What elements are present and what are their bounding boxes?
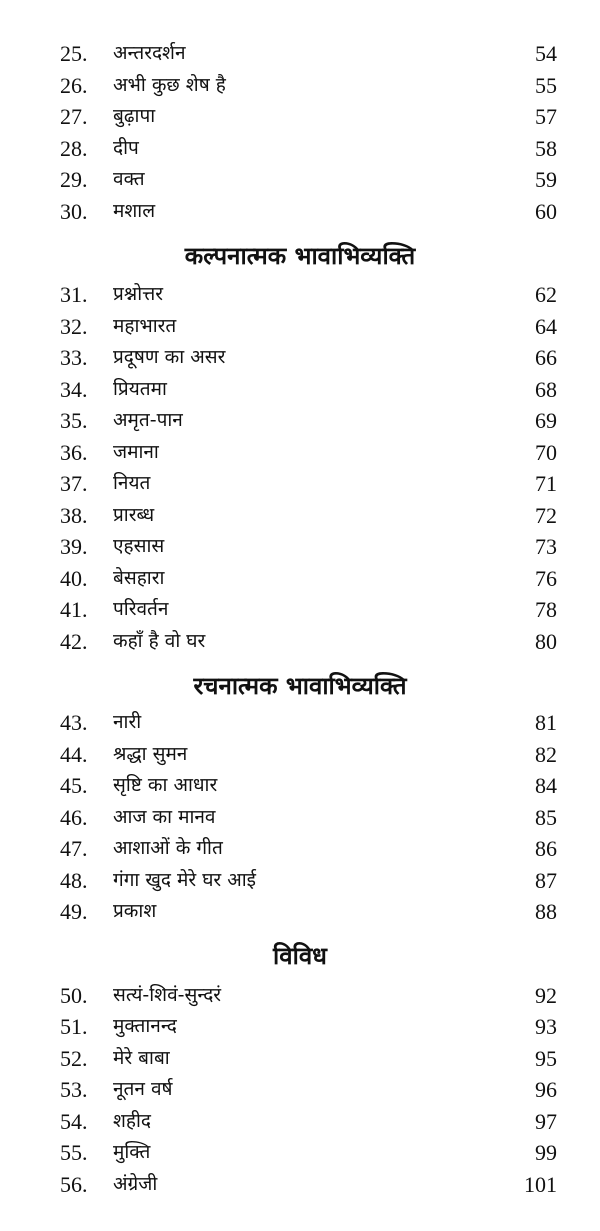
entry-page: 99 bbox=[535, 1140, 557, 1165]
entry-number: 29. bbox=[60, 167, 88, 192]
toc-entry[interactable] bbox=[0, 865, 600, 896]
toc-entry[interactable] bbox=[0, 833, 600, 864]
entry-title: अंग्रेजी bbox=[113, 1173, 158, 1195]
entry-number: 27. bbox=[60, 104, 88, 129]
entry-page: 70 bbox=[535, 440, 557, 465]
toc-entry[interactable] bbox=[0, 279, 600, 310]
entry-number: 31. bbox=[60, 282, 88, 307]
entry-page: 80 bbox=[535, 629, 557, 654]
toc-entry[interactable] bbox=[0, 1137, 600, 1168]
entry-page: 93 bbox=[535, 1014, 557, 1039]
toc-entry[interactable] bbox=[0, 342, 600, 373]
toc-entry[interactable] bbox=[0, 405, 600, 436]
entry-title: परिवर्तन bbox=[113, 598, 169, 620]
entry-title: आशाओं के गीत bbox=[113, 837, 223, 859]
toc-entry[interactable] bbox=[0, 70, 600, 101]
entry-title: जमाना bbox=[113, 441, 159, 463]
entry-title: बेसहारा bbox=[113, 567, 165, 589]
toc-entry[interactable] bbox=[0, 500, 600, 531]
entry-title: सत्यं-शिवं-सुन्दरं bbox=[113, 984, 222, 1006]
entry-page: 84 bbox=[535, 773, 557, 798]
entry-title: कहाँ है वो घर bbox=[113, 630, 206, 652]
entry-page: 71 bbox=[535, 471, 557, 496]
entry-number: 30. bbox=[60, 199, 88, 224]
entry-page: 64 bbox=[535, 314, 557, 339]
toc-entry[interactable] bbox=[0, 1011, 600, 1042]
entry-number: 53. bbox=[60, 1077, 88, 1102]
entry-number: 55. bbox=[60, 1140, 88, 1165]
section-heading: कल्पनात्मक भावाभिव्यक्ति bbox=[184, 242, 416, 270]
entry-page: 87 bbox=[535, 868, 557, 893]
toc-entry[interactable] bbox=[0, 563, 600, 594]
entry-page: 62 bbox=[535, 282, 557, 307]
toc-entry[interactable] bbox=[0, 594, 600, 625]
entry-title: अमृत-पान bbox=[113, 409, 183, 431]
toc-entry[interactable] bbox=[0, 1106, 600, 1137]
entry-number: 45. bbox=[60, 773, 88, 798]
entry-number: 41. bbox=[60, 597, 88, 622]
entry-number: 37. bbox=[60, 471, 88, 496]
entry-page: 92 bbox=[535, 983, 557, 1008]
entry-page: 72 bbox=[535, 503, 557, 528]
entry-title: प्रारब्ध bbox=[113, 504, 155, 526]
entry-title: नियत bbox=[113, 472, 151, 494]
entry-number: 28. bbox=[60, 136, 88, 161]
entry-number: 43. bbox=[60, 710, 88, 735]
entry-number: 34. bbox=[60, 377, 88, 402]
toc-entry[interactable] bbox=[0, 626, 600, 657]
toc-entry[interactable] bbox=[0, 707, 600, 738]
entry-title: अभी कुछ शेष है bbox=[113, 74, 226, 96]
toc-entry[interactable] bbox=[0, 164, 600, 195]
entry-number: 40. bbox=[60, 566, 88, 591]
toc-entry[interactable] bbox=[0, 311, 600, 342]
entry-page: 76 bbox=[535, 566, 557, 591]
entry-number: 50. bbox=[60, 983, 88, 1008]
entry-number: 35. bbox=[60, 408, 88, 433]
entry-title: नारी bbox=[113, 711, 142, 733]
entry-page: 54 bbox=[535, 41, 557, 66]
entry-number: 36. bbox=[60, 440, 88, 465]
toc-entry[interactable] bbox=[0, 133, 600, 164]
toc-entry[interactable] bbox=[0, 531, 600, 562]
entry-number: 42. bbox=[60, 629, 88, 654]
entry-number: 33. bbox=[60, 345, 88, 370]
toc-entry[interactable] bbox=[0, 739, 600, 770]
entry-page: 59 bbox=[535, 167, 557, 192]
entry-number: 48. bbox=[60, 868, 88, 893]
toc-entry[interactable] bbox=[0, 468, 600, 499]
entry-page: 95 bbox=[535, 1046, 557, 1071]
toc-entry[interactable] bbox=[0, 1043, 600, 1074]
entry-page: 57 bbox=[535, 104, 557, 129]
toc-entry[interactable] bbox=[0, 770, 600, 801]
entry-page: 60 bbox=[535, 199, 557, 224]
entry-number: 38. bbox=[60, 503, 88, 528]
section-heading: विविध bbox=[273, 942, 327, 970]
entry-number: 51. bbox=[60, 1014, 88, 1039]
entry-page: 86 bbox=[535, 836, 557, 861]
entry-title: शहीद bbox=[113, 1110, 152, 1132]
entry-page: 69 bbox=[535, 408, 557, 433]
entry-page: 101 bbox=[524, 1172, 557, 1197]
entry-title: मुक्तानन्द bbox=[113, 1015, 177, 1037]
entry-title: प्रदूषण का असर bbox=[113, 346, 226, 368]
entry-page: 66 bbox=[535, 345, 557, 370]
toc-entry[interactable] bbox=[0, 1169, 600, 1200]
entry-page: 73 bbox=[535, 534, 557, 559]
toc-entry[interactable] bbox=[0, 1074, 600, 1105]
section-heading: रचनात्मक भावाभिव्यक्ति bbox=[193, 672, 407, 700]
entry-title: मशाल bbox=[113, 200, 156, 222]
entry-title: अन्तरदर्शन bbox=[113, 42, 186, 64]
entry-number: 56. bbox=[60, 1172, 88, 1197]
entry-title: मुक्ति bbox=[113, 1141, 151, 1163]
entry-number: 32. bbox=[60, 314, 88, 339]
entry-page: 55 bbox=[535, 73, 557, 98]
toc-entry[interactable] bbox=[0, 374, 600, 405]
entry-number: 26. bbox=[60, 73, 88, 98]
entry-title: बुढ़ापा bbox=[113, 105, 156, 127]
entry-title: प्रश्नोत्तर bbox=[113, 283, 164, 305]
entry-page: 81 bbox=[535, 710, 557, 735]
toc-entry[interactable] bbox=[0, 101, 600, 132]
toc-entry[interactable] bbox=[0, 980, 600, 1011]
entry-title: प्रकाश bbox=[113, 900, 157, 922]
entry-number: 46. bbox=[60, 805, 88, 830]
entry-number: 25. bbox=[60, 41, 88, 66]
entry-page: 88 bbox=[535, 899, 557, 924]
entry-page: 96 bbox=[535, 1077, 557, 1102]
entry-title: आज का मानव bbox=[113, 806, 216, 828]
entry-title: नूतन वर्ष bbox=[113, 1078, 173, 1100]
entry-number: 47. bbox=[60, 836, 88, 861]
entry-page: 85 bbox=[535, 805, 557, 830]
entry-title: दीप bbox=[113, 137, 139, 159]
entry-number: 54. bbox=[60, 1109, 88, 1134]
entry-title: सृष्टि का आधार bbox=[113, 774, 218, 796]
entry-page: 68 bbox=[535, 377, 557, 402]
entry-page: 82 bbox=[535, 742, 557, 767]
entry-title: प्रियतमा bbox=[113, 378, 167, 400]
entry-page: 58 bbox=[535, 136, 557, 161]
entry-number: 52. bbox=[60, 1046, 88, 1071]
entry-title: मेरे बाबा bbox=[113, 1047, 170, 1069]
entry-title: एहसास bbox=[113, 535, 165, 557]
toc-entry[interactable] bbox=[0, 196, 600, 227]
entry-title: महाभारत bbox=[113, 315, 177, 337]
entry-title: श्रद्धा सुमन bbox=[113, 743, 188, 765]
entry-number: 44. bbox=[60, 742, 88, 767]
entry-number: 49. bbox=[60, 899, 88, 924]
entry-page: 78 bbox=[535, 597, 557, 622]
toc-entry[interactable] bbox=[0, 38, 600, 69]
entry-title: गंगा खुद मेरे घर आई bbox=[113, 869, 256, 891]
toc-entry[interactable] bbox=[0, 802, 600, 833]
toc-entry[interactable] bbox=[0, 437, 600, 468]
toc-entry[interactable] bbox=[0, 896, 600, 927]
entry-title: वक्त bbox=[113, 168, 145, 190]
entry-number: 39. bbox=[60, 534, 88, 559]
entry-page: 97 bbox=[535, 1109, 557, 1134]
